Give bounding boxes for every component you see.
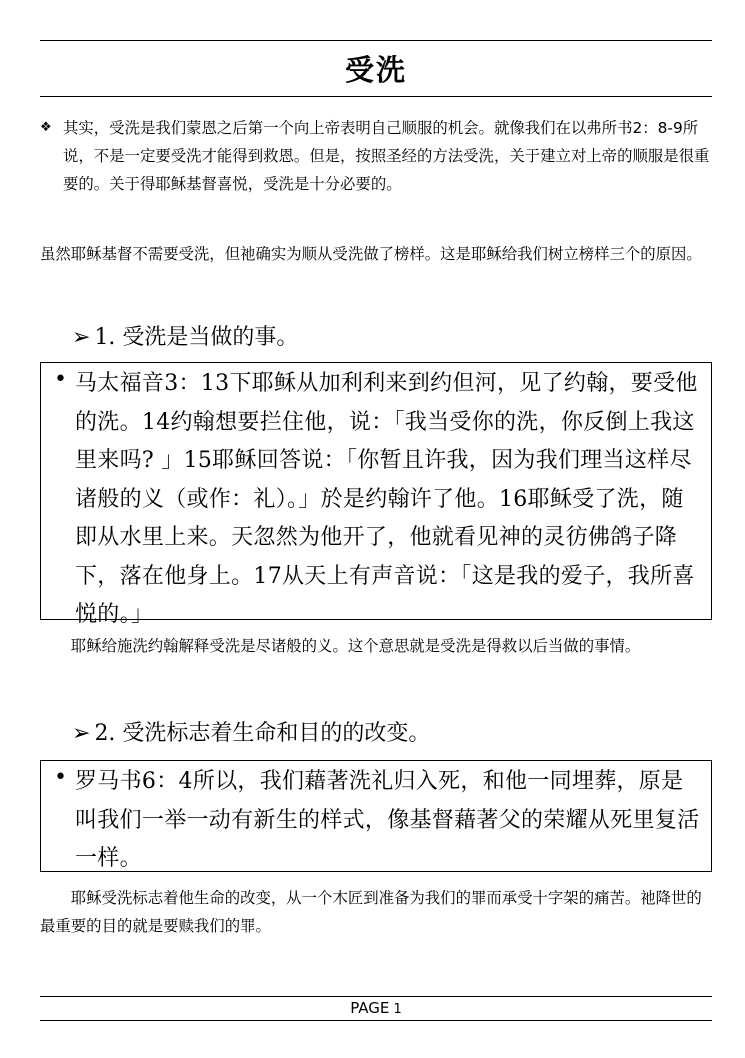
diamond-bullet-icon: ❖ bbox=[40, 120, 52, 135]
section-1-verse-box bbox=[40, 362, 712, 627]
page-label: PAGE bbox=[350, 999, 390, 1017]
section-1-title: 1. 受洗是当做的事。 bbox=[94, 325, 299, 350]
section-1-heading bbox=[72, 320, 298, 351]
dot-bullet-icon: • bbox=[54, 367, 67, 392]
section-2-heading bbox=[72, 716, 430, 747]
section-2-verse: 罗马书6：4所以，我们藉著洗礼归入死，和他一同埋葬，原是叫我们一举一动有新生的样式，像基督藉著父的荣耀从死里复活一样。 bbox=[75, 769, 700, 871]
page-title: 受洗 bbox=[344, 53, 407, 87]
page-number: 1 bbox=[393, 1002, 402, 1017]
paragraph-1: 虽然耶稣基督不需要受洗，但祂确实为顺从受洗做了榜样。这是耶稣给我们树立榜样三个的原因。 bbox=[40, 245, 702, 263]
section-2-title: 2. 受洗标志着生命和目的的改变。 bbox=[94, 721, 431, 746]
arrow-bullet-icon: ➢ bbox=[72, 325, 91, 350]
section-2-explanation: 耶稣受洗标志着他生命的改变，从一个木匠到准备为我们的罪而承受十字架的痛苦。祂降世的最重要的目的就是要赎我们的罪。 bbox=[40, 889, 702, 935]
title-rule bbox=[40, 96, 712, 97]
dot-bullet-icon: • bbox=[54, 765, 67, 790]
section-2-verse-box bbox=[40, 760, 712, 872]
footer-rule-bottom bbox=[40, 1020, 712, 1021]
arrow-bullet-icon: ➢ bbox=[72, 721, 91, 746]
intro-text: 其实，受洗是我们蒙恩之后第一个向上帝表明自己顺服的机会。就像我们在以弗所书2：8-9所说，不是一定要受洗才能得到救恩。但是，按照圣经的方法受洗，关于建立对上帝的顺服是很重要的。关于得耶稣基督喜悦，受洗是十分必要的。 bbox=[63, 119, 710, 193]
intro-bullet bbox=[40, 114, 712, 198]
section-1-verse: 马太福音3：13下耶稣从加利利来到约但河，见了约翰，要受他的洗。14约翰想要拦住他，说：「我当受你的洗，你反倒上我这里来吗? 」15耶稣回答说：「你暂且许我，因为我们理当这样尽诸般的义（或作：礼）。」於是约翰许了他。16耶稣受了洗，随即从水里上来。天忽然为他开了，他就看见神的灵彷佛鸽子降下，落在他身上。17从天上有声音说：「这是我的爱子，我所喜悦的。」 bbox=[75, 371, 698, 627]
top-rule bbox=[40, 40, 712, 41]
footer-rule-top bbox=[40, 996, 712, 997]
section-1-explanation: 耶稣给施洗约翰解释受洗是尽诸般的义。这个意思就是受洗是得救以后当做的事情。 bbox=[70, 637, 641, 655]
page-footer bbox=[40, 999, 712, 1017]
